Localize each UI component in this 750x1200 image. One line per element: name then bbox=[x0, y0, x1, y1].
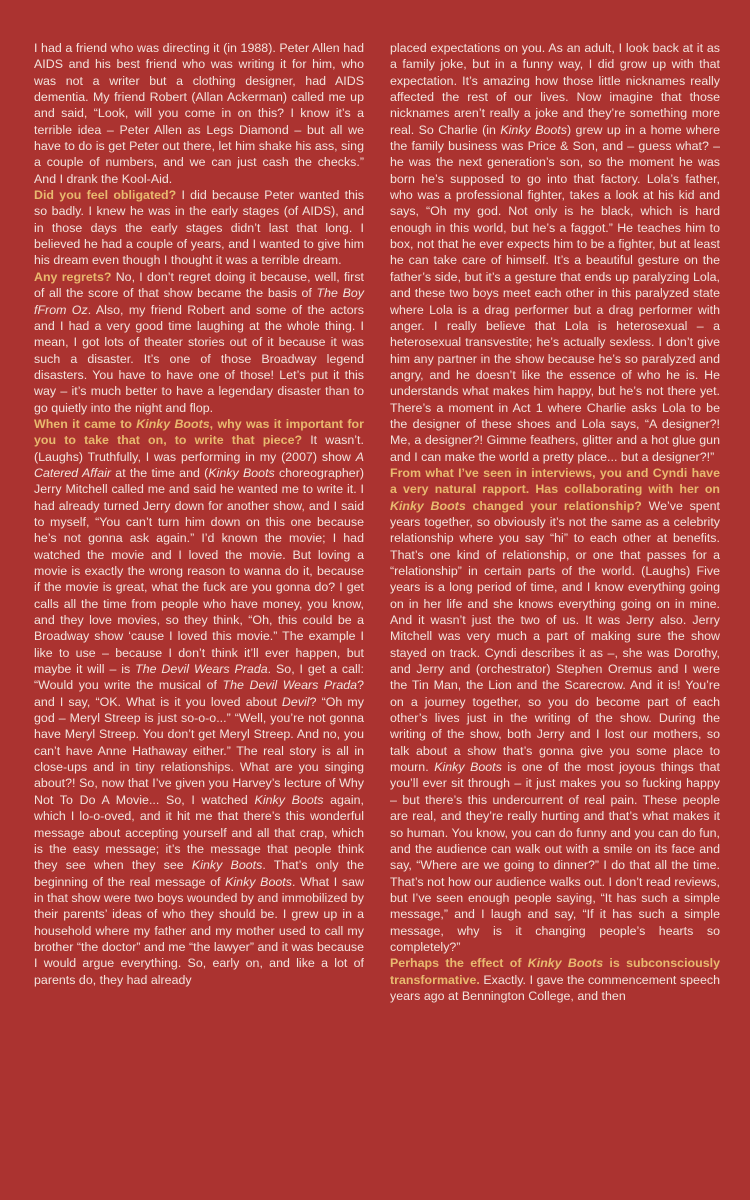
paragraph: When it came to Kinky Boots, why was it important for you to take that on, to write that piece? It wasn’t. (Laughs) Truthfully, I was performing in my (2007) show A Catered Affair at the time and (Kinky Boots choreographer) Jerry Mitchell called me and said he wanted me to write it. I had already turned Jerry down for another show, and I said to myself, “You can’t turn him down on this one because he’s not gonna ask again.” I’d known the movie; I had watched the movie and I loved the movie. But loving a movie is exactly the wrong reason to wanna do it, because if the movie is great, what the fuck are you gonna do? I get calls all the time from people who have money, you know, and they love movies, so they think, “Oh, this could be a Broadway show ‘cause I loved this movie.” The example I like to use – because I don’t think it’ll ever happen, but maybe it will – is The Devil Wears Prada. So, I get a call: “Would you write the musical of The Devil Wears Prada? and I say, “OK. What is it you loved about Devil? “Oh my god – Meryl Streep is just so-o-o...” “Well, you’re not gonna have Meryl Streep. You don’t get Meryl Streep. And no, you can’t have Anne Hathaway either.” The real story is all in close-ups and in tiny relationships. What are you singing about?! So, now that I’ve given you Harvey’s lecture of Why Not To Do A Movie... So, I watched Kinky Boots again, which I lo-o-oved, and it hit me that there’s this wonderful message about accepting yourself and all that crap, which is the easy message; it’s the message that people think they see when they see Kinky Boots. That’s only the beginning of the real message of Kinky Boots. What I saw in that show were two boys wounded by and immobilized by their parents’ ideas of who they should be. I grew up in a household where my father and my mother used to call my brother “the doctor” and me “the lawyer” and it was because I would argue everything. So, early on, and like a lot of parents do, they had already bbox=[34, 416, 365, 987]
paragraph: Did you feel obligated? I did because Peter wanted this so badly. I knew he was in the early stages (of AIDS), and in those days the early stages didn’t last that long. I believed he had a couple of years, and I wanted to give him his dream even though I thought it was a terrible dream. bbox=[34, 188, 364, 268]
paragraph: I had a friend who was directing it (in 1988). Peter Allen had AIDS and his best friend who was writing it for him, who was not a writer but a clothing designer, had AIDS dementia. My friend Robert (Allan Ackerman) called me up and said, “Look, will you come in on this? I know it’s a terrible idea – Peter Allen as Legs Diamond – but all we have to do is get Peter out there, let him shake his ass, sing a couple of numbers, and we can just cash the checks.” And I drank the Kool-Aid. bbox=[34, 41, 364, 186]
paragraph: From what I’ve seen in interviews, you and Cyndi have a very natural rapport. Has collaborating with her on Kinky Boots changed your relationship? We’ve spent years together, so obviously it’s not the same as a celebrity relationship where you say “hi” to each other at benefits. That’s one kind of relationship, or one that passes for a “relationship” in certain parts of the world. (Laughs) Five years is a long period of time, and I know everything going on in her life and she knows everything going on in mine. And it wasn’t just the two of us. It was Jerry also. Jerry Mitchell was very much a part of making sure the show stayed on track. Cyndi describes it as –, she was Dorothy, and Jerry and (orchestrator) Stephen Oremus and I were the Tin Man, the Lion and the Scarecrow. And it is! You’re on a journey together, so you do become part of each other’s lives just in the writing of the show. During the writing of the show, both Jerry and I lost our mothers, so talk about a show that’s gonna give you some place to mourn. Kinky Boots is one of the most joyous things that you’ll ever sit through – it just makes you so fucking happy – but there’s this undercurrent of real pain. These people are real, and they’re really hurting and that’s what makes it so human. You know, you can do funny and you can do fun, and the audience can walk out with a smile on its face and say, “Where are we going to dinner?” I do that all the time. That’s not how our audience walks out. I don’t read reviews, but I’ve seen enough people saying, “It has such a simple message,” and I laugh and say, “If it has such a simple message, why is it changing people’s hearts so completely?” bbox=[390, 465, 721, 954]
paragraph: Any regrets? No, I don’t regret doing it because, well, first of all the score of that show became the basis of The Boy fFrom Oz. Also, my friend Robert and some of the actors and I had a very good time laughing at the whole thing. I mean, I got lots of theater stories out of it because it was such a disaster. It’s one of those Broadway legend disasters. You have to have one of those! Let’s put it this way – it’s much better to have a legendary disaster than to go quietly into the night and flop. bbox=[34, 269, 364, 415]
right-column bbox=[390, 40, 720, 1168]
paragraph: placed expectations on you. As an adult, I look back at it as a family joke, but in a funny way, I did grow up with that expectation. It’s amazing how those little nicknames really affected the rest of our lives. Now imagine that those nicknames aren’t really a joke and they’re something more real. So Charlie (in Kinky Boots) grew up in a home where the family business was Price & Son, and – guess what? – he was the next generation’s son, so the moment he was born he’s supposed to go into that factory. Lola’s father, who was a professional fighter, takes a look at his kid and says, “Oh my god. Not only is he black, which is hard enough in this world, but he’s a faggot.” He teaches him to box, not that he ever expects him to be a fighter, but at least he can take care of himself. It’s a beautiful gesture on the father’s side, but it’s a gesture that ends up paralyzing Lola, and these two boys meet each other in this paralyzed state where Lola is a drag performer but a drag performer with anger. I really believe that Lola is heterosexual – a heterosexual transvestite; he’s actually sexless. I don’t give him any partner in the show because he’s so paralyzed and angry, and he doesn’t like the essence of who he is. He understands what makes him happy, but he’s not there yet. There’s a moment in Act 1 where Charlie asks Lola to be the designer of these shoes and Lola says, “A designer?! Me, a designer?! Gimme feathers, glitter and a hot glue gun and I can make the world a pretty place... but a designer?!” bbox=[390, 41, 720, 464]
two-column-layout bbox=[34, 40, 721, 1168]
paragraph: Perhaps the effect of Kinky Boots is subconsciously transformative. Exactly. I gave the commencement speech years ago at Bennington College, and then bbox=[390, 956, 720, 1003]
left-column bbox=[34, 40, 364, 1168]
